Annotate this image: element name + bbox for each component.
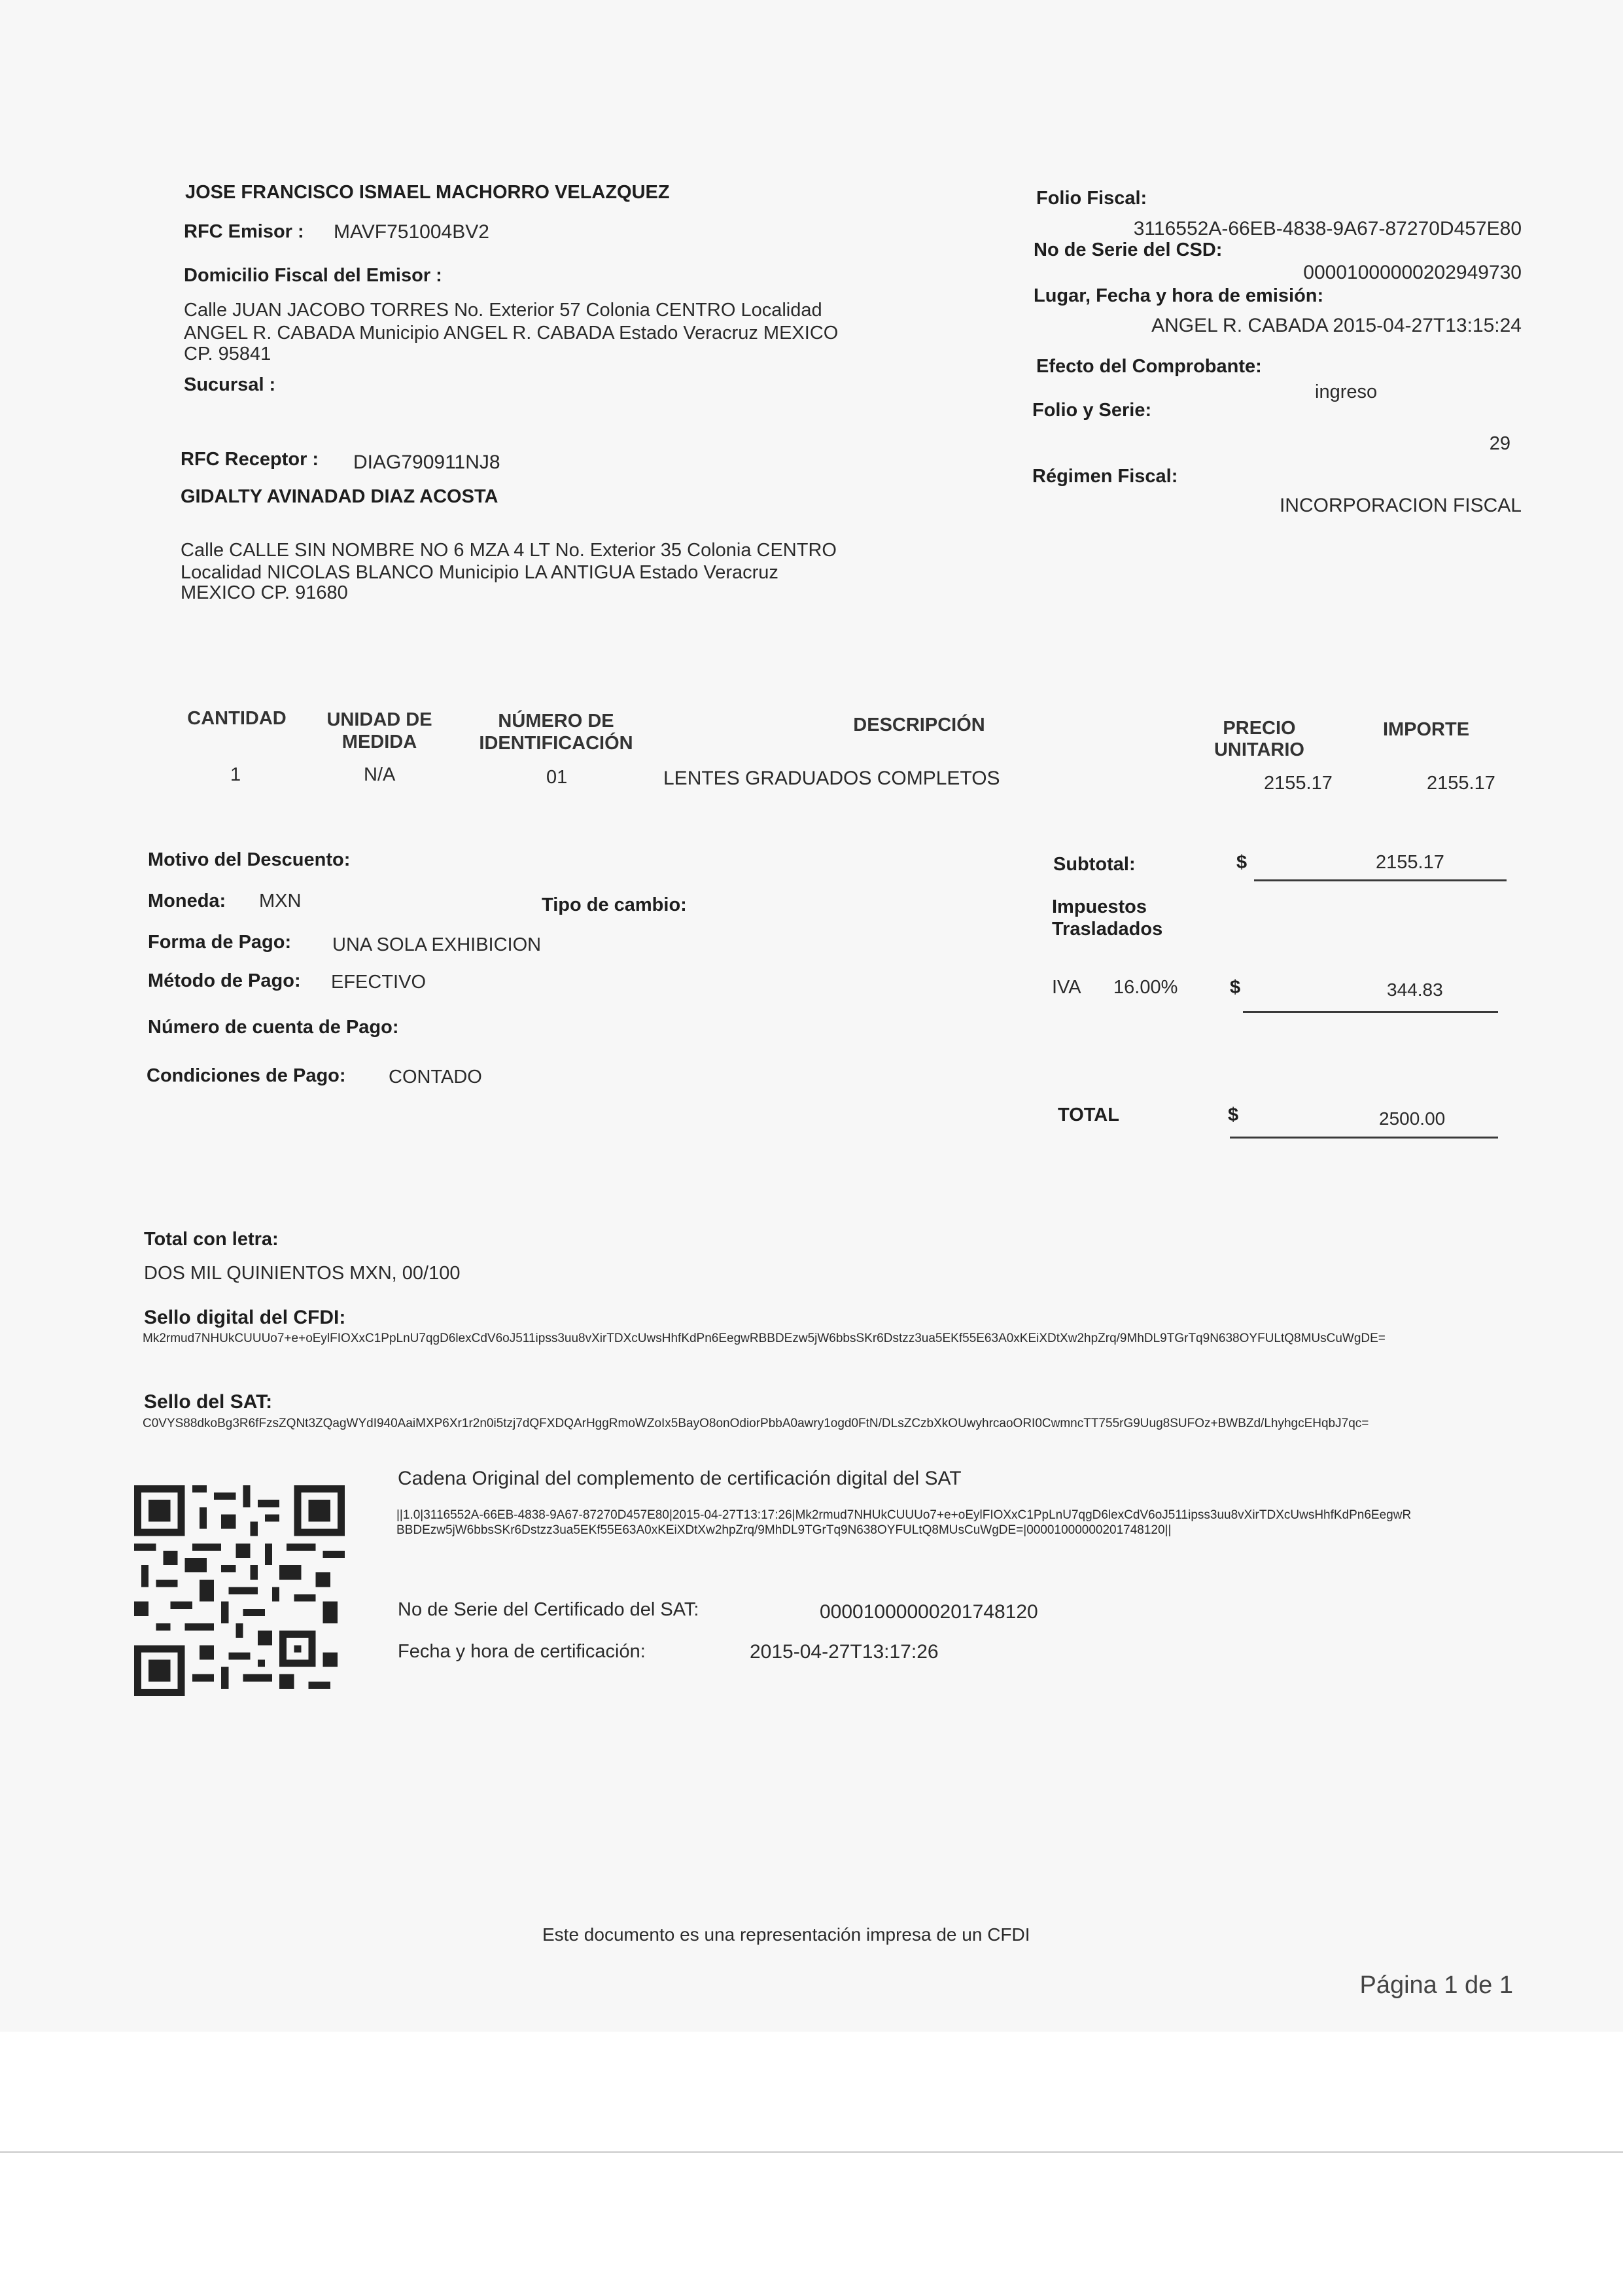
iva-label: IVA xyxy=(1052,977,1081,998)
rfc-receptor-value: DIAG790911NJ8 xyxy=(353,451,500,473)
regimen-label: Régimen Fiscal: xyxy=(1032,466,1178,487)
header-descripcion: DESCRIPCIÓN xyxy=(853,715,985,735)
domicilio-emisor-label: Domicilio Fiscal del Emisor : xyxy=(184,265,442,286)
serie-csd-value: 00001000000202949730 xyxy=(1303,262,1522,283)
iva-value: 344.83 xyxy=(1387,980,1443,1000)
metodo-pago-label: Método de Pago: xyxy=(148,970,301,991)
header-cantidad: CANTIDAD xyxy=(187,708,287,729)
cell-importe: 2155.17 xyxy=(1427,773,1495,794)
iva-currency: $ xyxy=(1230,977,1241,998)
impuestos-label-1: Impuestos xyxy=(1052,896,1147,917)
moneda-label: Moneda: xyxy=(148,891,226,911)
lugar-fecha-label: Lugar, Fecha y hora de emisión: xyxy=(1034,285,1324,306)
emisor-name: JOSE FRANCISCO ISMAEL MACHORRO VELAZQUEZ xyxy=(185,182,670,203)
cell-precio: 2155.17 xyxy=(1264,773,1333,794)
fecha-cert-value: 2015-04-27T13:17:26 xyxy=(750,1641,939,1663)
qr-code-icon xyxy=(134,1485,345,1696)
forma-pago-label: Forma de Pago: xyxy=(148,932,292,953)
page-number: Página 1 de 1 xyxy=(1359,1971,1513,1999)
domicilio-line-3: CP. 95841 xyxy=(184,344,271,364)
tipo-cambio-label: Tipo de cambio: xyxy=(542,894,687,915)
receptor-address-3: MEXICO CP. 91680 xyxy=(181,582,348,603)
total-label: TOTAL xyxy=(1058,1104,1119,1125)
domicilio-line-2: ANGEL R. CABADA Municipio ANGEL R. CABADA Estado Veracruz MEXICO xyxy=(184,323,839,344)
rfc-emisor-value: MAVF751004BV2 xyxy=(334,221,489,243)
subtotal-currency: $ xyxy=(1236,852,1248,873)
efecto-value: ingreso xyxy=(1315,381,1378,402)
sello-cfdi-value: Mk2rmud7NHUkCUUUo7+e+oEylFIOXxC1PpLnU7qgD6lexCdV6oJ511ipss3uu8vXirTDXcUwsHhfKdPn6EegwRBBDEzw5jW6bbsSKr6Dstzz3ua5EKf55E63A0xKEiXDtXw2hpZrq/9MhDL9TGrTq9N638OYFULtQ8MUsCuWgDE= xyxy=(143,1332,1386,1345)
header-precio-1: PRECIO xyxy=(1223,718,1296,739)
metodo-pago-value: EFECTIVO xyxy=(331,972,427,993)
domicilio-line-1: Calle JUAN JACOBO TORRES No. Exterior 57 Colonia CENTRO Localidad xyxy=(184,300,822,321)
cell-cantidad: 1 xyxy=(230,764,241,785)
total-value: 2500.00 xyxy=(1379,1108,1446,1129)
total-letra-label: Total con letra: xyxy=(144,1229,279,1250)
folio-fiscal-value: 3116552A-66EB-4838-9A67-87270D457E80 xyxy=(1133,218,1522,239)
iva-underline xyxy=(1243,1011,1498,1013)
sucursal-label: Sucursal : xyxy=(184,374,276,395)
numero-cuenta-label: Número de cuenta de Pago: xyxy=(148,1017,399,1038)
lugar-fecha-value: ANGEL R. CABADA 2015-04-27T13:15:24 xyxy=(1151,315,1522,336)
scan-fold-line xyxy=(0,2151,1623,2153)
total-underline xyxy=(1230,1137,1498,1139)
representacion-note: Este documento es una representación impresa de un CFDI xyxy=(542,1924,1030,1945)
motivo-descuento-label: Motivo del Descuento: xyxy=(148,849,351,870)
sello-sat-value: C0VYS88dkoBg3R6fFzsZQNt3ZQagWYdI940AaiMXP6Xr1r2n0i5tzj7dQFXDQArHggRmoWZoIx5BayO8onOdiorPbbA0awry1ogd0FtN/DLsZCzbXkOUwyhrcaoORI0CwmncTT755rG9Uug8SUFOz+BWBZd/LhyhgcEHqbJ7qc= xyxy=(143,1417,1369,1430)
serie-sat-value: 00001000000201748120 xyxy=(820,1601,1038,1623)
header-precio-2: UNITARIO xyxy=(1213,739,1304,760)
impuestos-label-2: Trasladados xyxy=(1052,919,1163,940)
header-unidad-2: MEDIDA xyxy=(341,732,417,752)
subtotal-value: 2155.17 xyxy=(1376,852,1444,873)
serie-csd-label: No de Serie del CSD: xyxy=(1034,239,1223,260)
subtotal-label: Subtotal: xyxy=(1053,854,1136,875)
folio-serie-label: Folio y Serie: xyxy=(1032,400,1152,421)
serie-sat-label: No de Serie del Certificado del SAT: xyxy=(398,1599,699,1620)
header-importe: IMPORTE xyxy=(1382,719,1470,740)
receptor-name: GIDALTY AVINADAD DIAZ ACOSTA xyxy=(181,486,498,507)
total-letra-value: DOS MIL QUINIENTOS MXN, 00/100 xyxy=(144,1263,461,1284)
fecha-cert-label: Fecha y hora de certificación: xyxy=(398,1641,646,1662)
folio-serie-value: 29 xyxy=(1489,433,1510,454)
cell-numero: 01 xyxy=(546,767,568,788)
receptor-address-2: Localidad NICOLAS BLANCO Municipio LA ANTIGUA Estado Veracruz xyxy=(181,562,778,583)
header-numero-2: IDENTIFICACIÓN xyxy=(479,733,633,754)
sello-cfdi-label: Sello digital del CFDI: xyxy=(144,1307,346,1328)
efecto-label: Efecto del Comprobante: xyxy=(1036,356,1262,377)
cadena-value: ||1.0|3116552A-66EB-4838-9A67-87270D457E80|2015-04-27T13:17:26|Mk2rmud7NHUkCUUUo7+e+oEylFIOXxC1PpLnU7qgD6lexCdV6oJ511ipss3uu8vXirTDXcUwsHhfKdPn6EegwRBBDEzw5jW6bbsSKr6Dstzz3ua5EKf55E63A0xKEiXDtXw2hpZrq/9MhDL9TGrTq9N638OYFULtQ8MUsCuWgDE=|00001000000201748120|| xyxy=(396,1508,1412,1537)
rfc-emisor-label: RFC Emisor : xyxy=(184,221,304,242)
cadena-label: Cadena Original del complemento de certificación digital del SAT xyxy=(398,1468,962,1489)
cell-unidad: N/A xyxy=(364,764,396,785)
forma-pago-value: UNA SOLA EXHIBICION xyxy=(332,934,542,955)
folio-fiscal-label: Folio Fiscal: xyxy=(1036,188,1147,209)
header-numero-1: NÚMERO DE xyxy=(498,711,614,732)
subtotal-underline xyxy=(1254,879,1507,881)
header-unidad-1: UNIDAD DE xyxy=(326,709,432,730)
receptor-address-1: Calle CALLE SIN NOMBRE NO 6 MZA 4 LT No. Exterior 35 Colonia CENTRO xyxy=(181,540,837,561)
moneda-value: MXN xyxy=(259,891,302,911)
condiciones-pago-label: Condiciones de Pago: xyxy=(147,1065,346,1086)
condiciones-pago-value: CONTADO xyxy=(389,1067,482,1087)
sello-sat-label: Sello del SAT: xyxy=(144,1391,273,1413)
scan-margin xyxy=(0,2032,1623,2296)
rfc-receptor-label: RFC Receptor : xyxy=(181,449,319,470)
regimen-value: INCORPORACION FISCAL xyxy=(1279,495,1522,516)
total-currency: $ xyxy=(1228,1104,1239,1125)
cell-descripcion: LENTES GRADUADOS COMPLETOS xyxy=(663,768,1000,789)
iva-rate: 16.00% xyxy=(1113,977,1178,998)
